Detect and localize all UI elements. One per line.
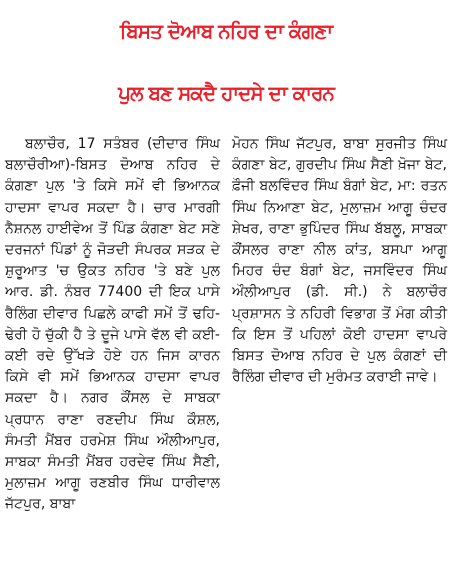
article-paragraph: ਬਲਾਚੌਰ, 17 ਸਤੰਬਰ (ਦੀਦਾਰ ਸਿੰਘ ਬਲਾਚੌਰੀਆ)-ਬਿਸਤ ਦੋਆਬ ਨਹਿਰ ਦੇ ਕੰਗਣਾ ਪੁਲ 'ਤੇ ਕਿਸੇ ਸਮੇਂ ਵੀ ਭਿਆਨਕ ਹਾਦਸਾ ਵਾਪਰ ਸਕਦਾ ਹੈ। ਚਾਰ ਮਾਰਗੀ ਨੈਸ਼ਨਲ ਹਾਈਵੇਅ ਤੋਂ ਪਿੰਡ ਕੰਗਣਾ ਬੇਟ ਸਣੇ ਦਰਜਨਾਂ ਪਿੰਡਾਂ ਨੂੰ ਜੋੜਦੀ ਸੰਪਰਕ ਸੜਕ ਦੇ ਸ਼ੁਰੂਆਤ 'ਚ ਉਕਤ ਨਹਿਰ 'ਤੇ ਬਣੇ ਪੁਲ ਆਰ. ਡੀ. ਨੰਬਰ 77400 ਦੀ ਇਕ ਪਾਸੇ ਰੈਲਿੰਗ ਦੀਵਾਰ ਪਿਛਲੇ ਕਾਫੀ ਸਮੇਂ ਤੋਂ ਢਹਿ-ਢੇਰੀ ਹੋ ਚੁੱਕੀ ਹੈ ਤੇ ਦੂਜੇ ਪਾਸੇ ਵੱਲ ਵੀ ਕਈ-ਕਈ ਰਦੇ ਉੱਖੜੇ ਹੋਏ ਹਨ ਜਿਸ ਕਾਰਨ ਕਿਸੇ ਵੀ ਸਮੇਂ ਭਿਆਨਕ ਹਾਦਸਾ ਵਾਪਰ ਸਕਦਾ ਹੈ। ਨਗਰ ਕੌਂਸਲ ਦੇ ਸਾਬਕਾ ਪ੍ਰਧਾਨ ਰਾਣਾ ਰਣਦੀਪ ਸਿੰਘ ਕੌਸ਼ਲ, ਸੰਮਤੀ ਮੈਂਬਰ ਹਰਮੇਸ਼ ਸਿੰਘ ਔਲੀਆਪੁਰ, ਸਾਬਕਾ ਸੰਮਤੀ ਮੈਂਬਰ ਹਰਦੇਵ ਸਿੰਘ ਸੈਣੀ, ਮੁਲਾਜ਼ਮ ਆਗੂ ਰਣਬੀਰ ਸਿੰਘ ਧਾਰੀਵਾਲ ਜੱਟਪੁਰ, ਬਾਬਾ (5, 136, 220, 513)
headline-line-1: ਬਿਸਤ ਦੋਆਬ ਨਹਿਰ ਦਾ ਕੰਗਣਾ (119, 19, 333, 43)
article-paragraph-continued: ਮੋਹਨ ਸਿੰਘ ਜੱਟਪੁਰ, ਬਾਬਾ ਸੁਰਜੀਤ ਸਿੰਘ ਕੰਗਣਾ ਬੇਟ, ਗੁਰਦੀਪ ਸਿੰਘ ਸੈਣੀ ਖ਼ੋਜਾ ਬੇਟ, ਫ਼ੌਜੀ ਬਲਵਿੰਦਰ ਸਿੰਘ ਬੰਗਾਂ ਬੇਟ, ਮਾ: ਰਤਨ ਸਿੰਘ ਨਿਆਣਾ ਬੇਟ, ਮੁਲਾਜ਼ਮ ਆਗੂ ਚੰਦਰ ਸ਼ੇਖਰ, ਰਾਣਾ ਭੁਪਿੰਦਰ ਸਿੰਘ ਬੱਬਲੂ, ਸਾਬਕਾ ਕੌਂਸਲਰ ਰਾਣਾ ਨੀਲ ਕਾਂਤ, ਬਸਪਾ ਆਗੂ ਮਿਹਰ ਚੰਦ ਬੰਗਾਂ ਬੇਟ, ਜਸਵਿੰਦਰ ਸਿੰਘ ਔਲੀਆਪੁਰ (ਡੀ. ਸੀ.) ਨੇ ਬਲਾਚੌਰ ਪ੍ਰਸ਼ਾਸਨ ਤੇ ਨਹਿਰੀ ਵਿਭਾਗ ਤੋਂ ਮੰਗ ਕੀਤੀ ਕਿ ਇਸ ਤੋਂ ਪਹਿਲਾਂ ਕੋਈ ਹਾਦਸਾ ਵਾਪਰੇ ਬਿਸਤ ਦੋਆਬ ਨਹਿਰ ਦੇ ਪੁਲ ਕੰਗਣਾਂ ਦੀ ਰੈਲਿੰਗ ਦੀਵਾਰ ਦੀ ਮੁਰੰਮਤ ਕਰਾਈ ਜਾਵੇ। (232, 136, 447, 386)
article-column-1 (5, 134, 220, 556)
headline-line-2: ਪੁਲ ਬਣ ਸਕਦੈ ਹਾਦਸੇ ਦਾ ਕਾਰਨ (118, 81, 334, 105)
article-body (5, 134, 447, 556)
article-column-2 (232, 134, 447, 556)
